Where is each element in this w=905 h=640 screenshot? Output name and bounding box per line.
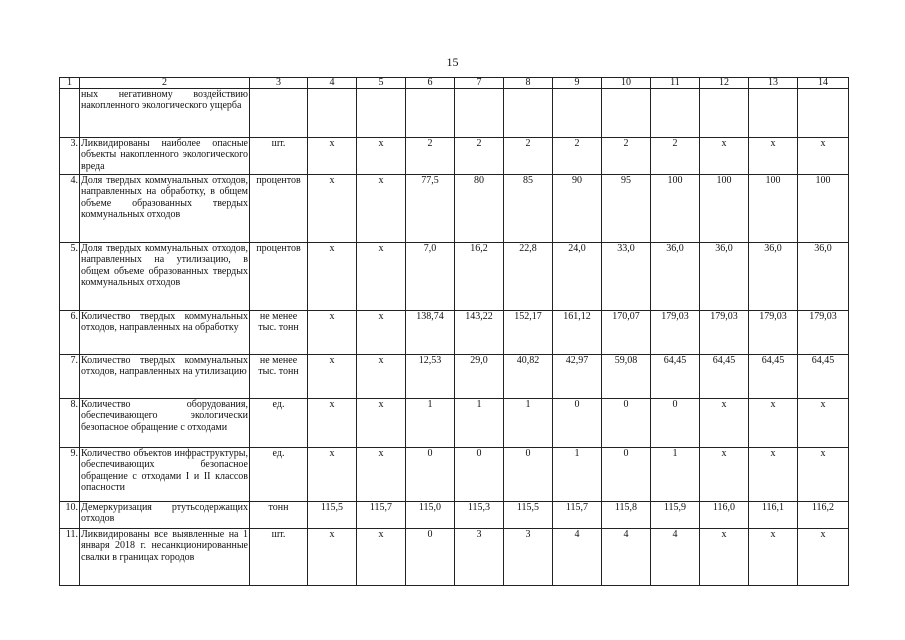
value-cell: 138,74 [406,311,455,355]
value-cell: 64,45 [749,355,798,399]
value-cell: 115,7 [553,502,602,529]
value-cell: 0 [553,399,602,448]
value-cell: х [308,399,357,448]
value-cell: 0 [406,448,455,502]
value-cell: 4 [602,529,651,586]
value-cell: х [357,448,406,502]
value-cell: х [749,138,798,175]
value-cell: 2 [651,138,700,175]
table-row [60,311,849,355]
header-cell: 12 [700,78,749,89]
row-number: 4. [60,175,80,243]
value-cell: 2 [553,138,602,175]
value-cell: 100 [651,175,700,243]
value-cell: 2 [455,138,504,175]
value-cell [406,89,455,138]
value-cell [700,89,749,138]
row-number: 10. [60,502,80,529]
unit-cell: не менее тыс. тонн [250,311,308,355]
value-cell: 2 [602,138,651,175]
value-cell [749,89,798,138]
value-cell: 40,82 [504,355,553,399]
value-cell: 2 [406,138,455,175]
header-cell: 4 [308,78,357,89]
value-cell: х [700,138,749,175]
value-cell: 1 [553,448,602,502]
value-cell: 64,45 [798,355,849,399]
value-cell: х [308,448,357,502]
unit-cell: не менее тыс. тонн [250,355,308,399]
unit-cell: ед. [250,448,308,502]
value-cell: 77,5 [406,175,455,243]
indicator-description: ных негативному воздействию накопленного экологического ущерба [80,89,250,138]
value-cell: х [357,175,406,243]
value-cell: х [798,399,849,448]
value-cell: 59,08 [602,355,651,399]
value-cell: 179,03 [798,311,849,355]
value-cell: 4 [651,529,700,586]
table-row [60,448,849,502]
header-cell: 6 [406,78,455,89]
value-cell [504,89,553,138]
header-cell: 13 [749,78,798,89]
value-cell: 64,45 [651,355,700,399]
header-cell: 8 [504,78,553,89]
value-cell: 179,03 [749,311,798,355]
value-cell: х [308,175,357,243]
value-cell: 90 [553,175,602,243]
value-cell [308,89,357,138]
unit-cell: шт. [250,529,308,586]
header-cell: 14 [798,78,849,89]
value-cell: 179,03 [651,311,700,355]
value-cell: 64,45 [700,355,749,399]
indicators-table [59,77,849,586]
value-cell: 115,3 [455,502,504,529]
value-cell: 115,0 [406,502,455,529]
value-cell: 36,0 [651,243,700,311]
value-cell: х [357,243,406,311]
indicator-description: Демеркуризация ртутьсодержащих отходов [80,502,250,529]
row-number: 3. [60,138,80,175]
unit-cell: ед. [250,399,308,448]
header-cell: 11 [651,78,700,89]
value-cell: 0 [651,399,700,448]
value-cell: 179,03 [700,311,749,355]
unit-cell: процентов [250,243,308,311]
value-cell: х [357,529,406,586]
indicator-description: Количество твердых коммунальных отходов, направленных на утилизацию [80,355,250,399]
indicator-description: Ликвидированы наиболее опасные объекты накопленного экологического вреда [80,138,250,175]
value-cell: 2 [504,138,553,175]
value-cell: 100 [749,175,798,243]
value-cell: 0 [504,448,553,502]
header-cell: 5 [357,78,406,89]
value-cell: 0 [406,529,455,586]
value-cell: 152,17 [504,311,553,355]
value-cell: 116,0 [700,502,749,529]
value-cell: х [308,529,357,586]
unit-cell: процентов [250,175,308,243]
value-cell: 3 [455,529,504,586]
page-number: 15 [446,55,459,69]
value-cell: 143,22 [455,311,504,355]
value-cell [798,89,849,138]
value-cell: 115,8 [602,502,651,529]
value-cell: 24,0 [553,243,602,311]
value-cell: 115,7 [357,502,406,529]
value-cell: 100 [798,175,849,243]
unit-cell [250,89,308,138]
row-number: 7. [60,355,80,399]
row-number: 5. [60,243,80,311]
header-cell: 1 [60,78,80,89]
header-cell: 10 [602,78,651,89]
value-cell: х [700,529,749,586]
table-row [60,355,849,399]
header-cell: 3 [250,78,308,89]
indicator-description: Количество объектов инфраструктуры, обеспечивающих безопасное обращение с отходами I и II классов опасности [80,448,250,502]
value-cell: х [308,311,357,355]
value-cell: 115,5 [308,502,357,529]
value-cell: 42,97 [553,355,602,399]
table-row [60,399,849,448]
value-cell: 3 [504,529,553,586]
table-row [60,529,849,586]
value-cell: х [749,529,798,586]
unit-cell: тонн [250,502,308,529]
table-row [60,138,849,175]
header-cell: 7 [455,78,504,89]
value-cell: 7,0 [406,243,455,311]
value-cell [455,89,504,138]
value-cell: 161,12 [553,311,602,355]
header-row [60,78,849,89]
value-cell: 16,2 [455,243,504,311]
value-cell: х [357,138,406,175]
value-cell: 1 [406,399,455,448]
value-cell: 0 [602,399,651,448]
header-cell: 2 [80,78,250,89]
value-cell: х [308,243,357,311]
value-cell [553,89,602,138]
value-cell: х [357,399,406,448]
indicator-description: Доля твердых коммунальных отходов, направленных на обработку, в общем объеме образованных твердых коммунальных отходов [80,175,250,243]
value-cell: 116,2 [798,502,849,529]
value-cell: 80 [455,175,504,243]
value-cell: 33,0 [602,243,651,311]
value-cell: 95 [602,175,651,243]
value-cell: х [700,448,749,502]
value-cell [357,89,406,138]
value-cell: 115,9 [651,502,700,529]
header-cell: 9 [553,78,602,89]
value-cell: х [749,399,798,448]
indicator-description: Количество оборудования, обеспечивающего экологически безопасное обращение с отходами [80,399,250,448]
value-cell: 170,07 [602,311,651,355]
table-row [60,175,849,243]
unit-cell: шт. [250,138,308,175]
value-cell: х [798,448,849,502]
value-cell: х [308,355,357,399]
value-cell: 12,53 [406,355,455,399]
indicator-description: Ликвидированы все выявленные на 1 января 2018 г. несанкционированные свалки в границах городов [80,529,250,586]
value-cell: 4 [553,529,602,586]
row-number [60,89,80,138]
value-cell: х [308,138,357,175]
row-number: 6. [60,311,80,355]
value-cell: 36,0 [700,243,749,311]
value-cell: 1 [651,448,700,502]
value-cell: х [357,311,406,355]
value-cell [651,89,700,138]
value-cell: х [357,355,406,399]
value-cell: 1 [504,399,553,448]
table-row [60,243,849,311]
value-cell: 115,5 [504,502,553,529]
value-cell: х [798,529,849,586]
value-cell: х [700,399,749,448]
value-cell: 0 [602,448,651,502]
indicator-description: Доля твердых коммунальных отходов, направленных на утилизацию, в общем объеме образованных твердых коммунальных отходов [80,243,250,311]
value-cell: 85 [504,175,553,243]
value-cell: 36,0 [749,243,798,311]
value-cell: 100 [700,175,749,243]
value-cell: 116,1 [749,502,798,529]
row-number: 8. [60,399,80,448]
value-cell: 0 [455,448,504,502]
value-cell: 22,8 [504,243,553,311]
indicator-description: Количество твердых коммунальных отходов, направленных на обработку [80,311,250,355]
value-cell: х [798,138,849,175]
row-number: 11. [60,529,80,586]
value-cell: 29,0 [455,355,504,399]
table-body [60,78,849,586]
value-cell: 36,0 [798,243,849,311]
table-row [60,502,849,529]
value-cell [602,89,651,138]
value-cell: 1 [455,399,504,448]
value-cell: х [749,448,798,502]
row-number: 9. [60,448,80,502]
table-row [60,89,849,138]
